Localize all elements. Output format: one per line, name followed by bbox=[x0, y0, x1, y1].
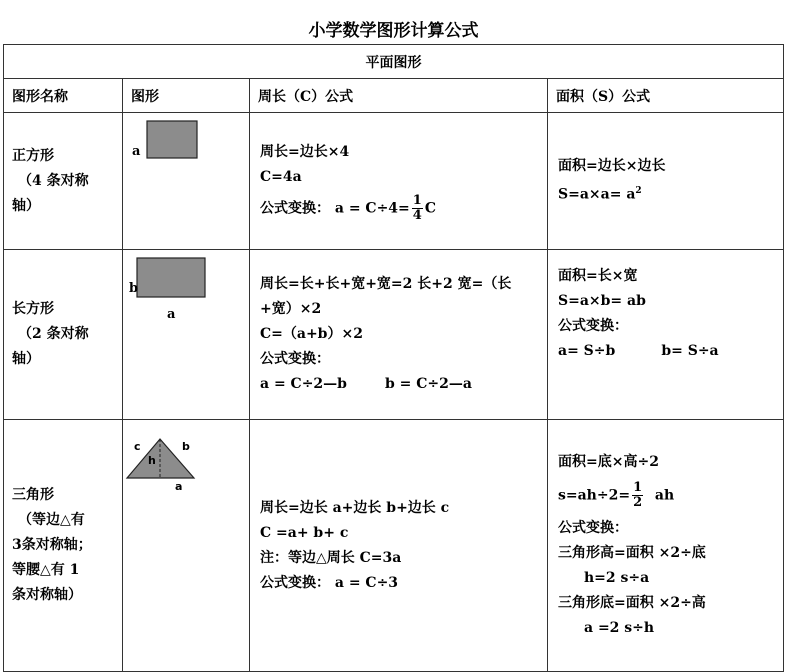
exponent: 2 bbox=[635, 186, 642, 197]
transform-suffix: C bbox=[424, 200, 436, 216]
section-header: 平面图形 bbox=[4, 45, 784, 79]
triangle-height-label: h bbox=[148, 454, 156, 467]
triangle-perimeter-transform: 公式变换： a = C÷3 bbox=[260, 574, 399, 591]
square-perimeter-formula: C=4a bbox=[260, 168, 302, 185]
rectangle-perimeter-formula: +宽）×2 bbox=[260, 301, 322, 317]
rectangle-area-formula: 面积=长×宽 bbox=[558, 268, 638, 284]
triangle-perimeter-cell bbox=[250, 420, 548, 672]
solve-a: a = C÷2—b bbox=[260, 376, 347, 392]
triangle-name-line: 3条对称轴； bbox=[12, 537, 92, 553]
rectangle-length-label: a bbox=[167, 307, 176, 322]
header-area: 面积（S）公式 bbox=[548, 79, 784, 113]
fraction-denominator: 4 bbox=[412, 207, 422, 223]
rectangle-area-formula: S=a×b= ab bbox=[558, 293, 646, 309]
page-title: 小学数学图形计算公式 bbox=[308, 21, 479, 41]
square-name-cell bbox=[4, 113, 123, 250]
rectangle-perimeter-formula: 周长=长+长+宽+宽=2 长+2 宽=（长 bbox=[260, 276, 512, 292]
square-perimeter-transform bbox=[260, 194, 547, 223]
area-prefix: s=ah÷2= bbox=[558, 487, 631, 504]
fraction bbox=[412, 194, 423, 223]
rectangle-figure bbox=[123, 250, 249, 415]
table-row-rectangle bbox=[4, 250, 784, 420]
header-name: 图形名称 bbox=[4, 79, 123, 113]
triangle-name-cell bbox=[4, 420, 123, 672]
square-shape bbox=[147, 121, 197, 158]
rectangle-name-line: 轴） bbox=[12, 351, 40, 367]
area-suffix: ah bbox=[654, 487, 675, 504]
fraction-denominator: 2 bbox=[633, 495, 643, 510]
rectangle-area-transform: 公式变换： bbox=[558, 318, 628, 334]
triangle-area-transform: 公式变换： bbox=[558, 520, 628, 536]
triangle-base-formula: 三角形底=面积 ×2÷高 bbox=[558, 595, 706, 611]
square-perimeter-formula: 周长=边长×4 bbox=[260, 143, 350, 160]
rectangle-name-line: （2 条对称 bbox=[18, 326, 89, 342]
triangle-side-c-label: c bbox=[134, 440, 141, 453]
rectangle-figure-cell bbox=[123, 250, 250, 420]
triangle-perimeter-formula: 周长=边长 a+边长 b+边长 c bbox=[260, 499, 450, 516]
triangle-figure-cell bbox=[123, 420, 250, 672]
solve-b: b= S÷a bbox=[661, 343, 719, 359]
triangle-height-formula: 三角形高=面积 ×2÷底 bbox=[558, 545, 706, 561]
rectangle-area-solve bbox=[558, 339, 783, 364]
triangle-perimeter-formula: C =a+ b+ c bbox=[260, 524, 349, 541]
fraction-numerator: 1 bbox=[412, 192, 422, 208]
rectangle-name-cell bbox=[4, 250, 123, 420]
triangle-area-formula bbox=[558, 481, 783, 510]
rectangle-perimeter-solve bbox=[260, 372, 547, 397]
triangle-figure bbox=[123, 420, 249, 667]
triangle-name-line: 等腰△有 1 bbox=[12, 562, 80, 578]
rectangle-perimeter-cell bbox=[250, 250, 548, 420]
solve-a: a= S÷b bbox=[558, 343, 616, 359]
square-area-expression: S=a×a= a bbox=[558, 186, 636, 203]
triangle-name: 三角形 bbox=[12, 487, 54, 503]
table-row-square bbox=[4, 113, 784, 250]
table-row-triangle bbox=[4, 420, 784, 672]
header-figure: 图形 bbox=[123, 79, 250, 113]
triangle-base-label: a bbox=[175, 480, 183, 493]
rectangle-area-cell bbox=[548, 250, 784, 420]
column-header-row bbox=[4, 79, 784, 113]
triangle-area-formula: 面积=底×高÷2 bbox=[558, 454, 659, 470]
triangle-name-line: 条对称轴） bbox=[12, 587, 82, 603]
square-figure bbox=[123, 113, 249, 245]
triangle-side-b-label: b bbox=[182, 440, 190, 453]
square-area-formula bbox=[558, 179, 783, 208]
rectangle-width-label: b bbox=[129, 281, 139, 296]
square-figure-cell bbox=[123, 113, 250, 250]
square-area-cell bbox=[548, 113, 784, 250]
square-name-line: 轴） bbox=[12, 197, 40, 214]
triangle-perimeter-note: 注：等边△周长 C=3a bbox=[260, 549, 402, 566]
square-name-line: （4 条对称 bbox=[18, 172, 89, 189]
transform-prefix: 公式变换： a = C÷4= bbox=[260, 200, 410, 216]
square-area-formula: 面积=边长×边长 bbox=[558, 158, 666, 175]
rectangle-name: 长方形 bbox=[12, 301, 54, 317]
rectangle-shape bbox=[137, 258, 205, 297]
solve-b: b = C÷2—a bbox=[384, 376, 472, 392]
rectangle-perimeter-formula: C=（a+b）×2 bbox=[260, 326, 363, 342]
formula-table bbox=[3, 44, 784, 672]
square-side-label: a bbox=[132, 144, 141, 159]
triangle-base-solve: a =2 s÷h bbox=[584, 620, 655, 636]
triangle-height-solve: h=2 s÷a bbox=[584, 570, 650, 586]
triangle-name-line: （等边△有 bbox=[18, 512, 85, 528]
square-name: 正方形 bbox=[12, 147, 54, 164]
triangle-area-cell bbox=[548, 420, 784, 672]
square-perimeter-cell bbox=[250, 113, 548, 250]
rectangle-perimeter-transform: 公式变换： bbox=[260, 351, 330, 367]
header-perimeter: 周长（C）公式 bbox=[250, 79, 548, 113]
fraction bbox=[632, 481, 643, 510]
fraction-numerator: 1 bbox=[633, 480, 643, 495]
